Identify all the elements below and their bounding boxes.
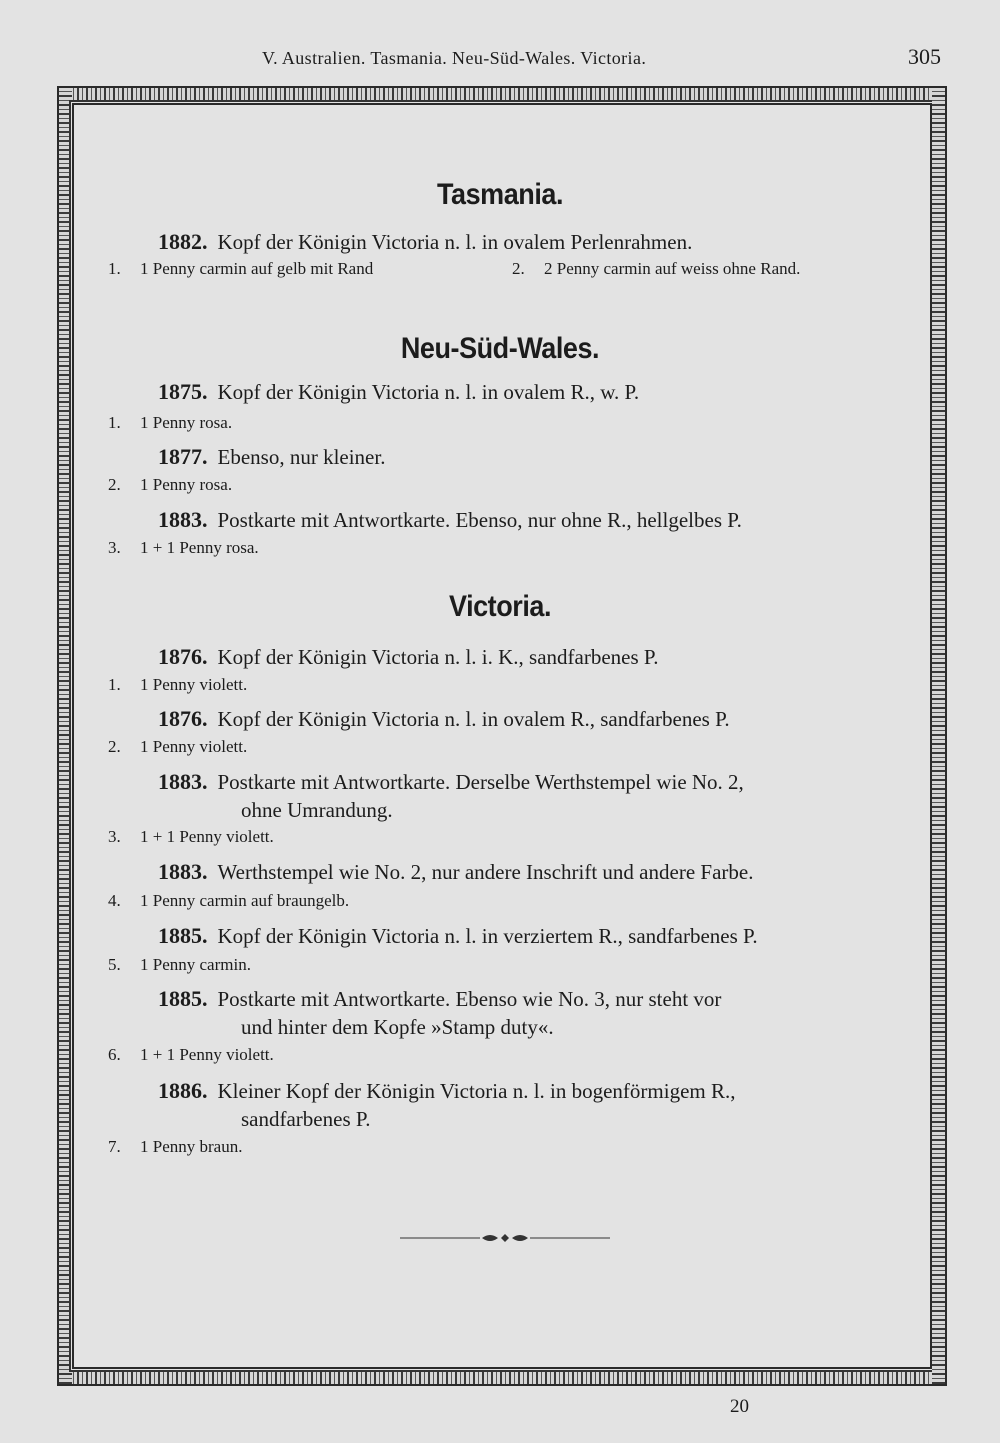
entry-description: Postkarte mit Antwortkarte. Ebenso, nur ohne R., hellgelbes P. — [217, 508, 742, 532]
item-text: 1 Penny braun. — [140, 1137, 243, 1156]
entry-description: Kopf der Königin Victoria n. l. in verziertem R., sandfarbenes P. — [217, 924, 758, 948]
item-text: 1 Penny carmin auf gelb mit Rand — [140, 259, 374, 278]
item-number: 4. — [108, 891, 121, 910]
item-text: 1 + 1 Penny violett. — [140, 827, 274, 846]
item-text: 1 Penny rosa. — [140, 413, 233, 432]
entry-heading — [158, 1077, 898, 1133]
running-head-text: V. Australien. Tasmania. Neu-Süd-Wales. Victoria. — [262, 48, 647, 68]
entry-description-continued: sandfarbenes P. — [241, 1107, 371, 1131]
entry-heading — [158, 985, 898, 1041]
item-text: 1 + 1 Penny violett. — [140, 1045, 274, 1064]
entry-heading — [158, 922, 898, 950]
entry-description: Kopf der Königin Victoria n. l. in ovalem Perlenrahmen. — [217, 230, 693, 254]
entry-year: 1883. — [158, 507, 208, 532]
entry-description: Werthstempel wie No. 2, nur andere Inschrift und andere Farbe. — [217, 860, 754, 884]
entry-year: 1875. — [158, 379, 208, 404]
entry-description: Kleiner Kopf der Königin Victoria n. l. in bogenförmigem R., — [217, 1079, 736, 1103]
item-number: 1. — [108, 413, 121, 432]
item-text: 1 Penny violett. — [140, 737, 248, 756]
item-number: 3. — [108, 827, 121, 846]
item-number: 6. — [108, 1045, 121, 1064]
entry-description-continued: ohne Umrandung. — [241, 798, 393, 822]
item-number: 1. — [108, 259, 121, 278]
item-text: 1 Penny violett. — [140, 675, 248, 694]
item-number: 2. — [108, 475, 121, 494]
entry-year: 1885. — [158, 986, 208, 1011]
section-title-victoria: Victoria. — [448, 590, 552, 623]
entry-heading — [158, 443, 898, 471]
entry-description: Postkarte mit Antwortkarte. Ebenso wie No. 3, nur steht vor — [217, 987, 722, 1011]
item-number: 2. — [108, 737, 121, 756]
entry-heading — [158, 643, 898, 671]
entry-year: 1886. — [158, 1078, 208, 1103]
entry-description: Postkarte mit Antwortkarte. Derselbe Werthstempel wie No. 2, — [217, 770, 744, 794]
entry-heading — [158, 705, 898, 733]
entry-description: Ebenso, nur kleiner. — [217, 445, 386, 469]
item-text: 1 Penny rosa. — [140, 475, 233, 494]
section-title-tasmania: Tasmania. — [436, 178, 563, 211]
item-number: 5. — [108, 955, 121, 974]
item-text: 2 Penny carmin auf weiss ohne Rand. — [544, 259, 801, 278]
entry-year: 1885. — [158, 923, 208, 948]
entry-year: 1883. — [158, 859, 208, 884]
item-text: 1 Penny carmin auf braungelb. — [140, 891, 350, 910]
entry-year: 1883. — [158, 769, 208, 794]
fleuron-divider — [400, 1231, 610, 1245]
entry-heading — [158, 378, 898, 406]
entry-year: 1876. — [158, 706, 208, 731]
entry-heading — [158, 858, 898, 886]
entry-year: 1876. — [158, 644, 208, 669]
entry-description: Kopf der Königin Victoria n. l. i. K., sandfarbenes P. — [217, 645, 659, 669]
entry-description: Kopf der Königin Victoria n. l. in ovalem R., w. P. — [217, 380, 640, 404]
section-title-nsw: Neu-Süd-Wales. — [400, 332, 600, 365]
item-text: 1 + 1 Penny rosa. — [140, 538, 259, 557]
signature-mark: 20 — [730, 1396, 749, 1417]
page-number-top: 305 — [908, 44, 941, 69]
entry-description: Kopf der Königin Victoria n. l. in ovalem R., sandfarbenes P. — [217, 707, 730, 731]
entry-description-continued: und hinter dem Kopfe »Stamp duty«. — [241, 1015, 554, 1039]
entry-year: 1877. — [158, 444, 208, 469]
running-head — [0, 44, 1000, 74]
item-number: 2. — [512, 259, 525, 278]
item-text: 1 Penny carmin. — [140, 955, 251, 974]
entry-year: 1882. — [158, 229, 208, 254]
item-number: 7. — [108, 1137, 121, 1156]
item-number: 1. — [108, 675, 121, 694]
entry-heading — [158, 228, 898, 256]
entry-heading — [158, 768, 898, 824]
item-number: 3. — [108, 538, 121, 557]
entry-heading — [158, 506, 898, 534]
